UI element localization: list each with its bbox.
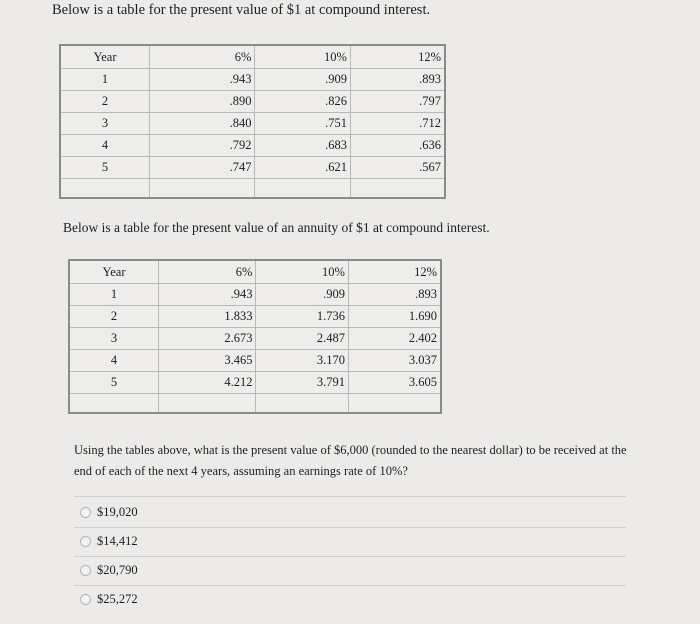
table-cell: 3.037 bbox=[348, 350, 441, 372]
table-header-row bbox=[69, 260, 441, 284]
table-row bbox=[60, 157, 445, 179]
table-cell: .621 bbox=[255, 157, 351, 179]
column-header: 10% bbox=[255, 45, 351, 69]
table-cell: .636 bbox=[350, 135, 445, 157]
table-row bbox=[69, 372, 441, 394]
table-blank-row bbox=[69, 394, 441, 414]
table-cell: 2.673 bbox=[158, 328, 255, 350]
table-cell: .826 bbox=[255, 91, 351, 113]
question-text: Using the tables above, what is the present value of $6,000 (rounded to the nearest dollar) to be received at the end of each of the next 4 years, assuming an earnings rate of 10%? bbox=[74, 443, 627, 478]
table-cell: .893 bbox=[350, 69, 445, 91]
table-row bbox=[60, 69, 445, 91]
table-cell: .893 bbox=[348, 284, 441, 306]
table-cell: 4.212 bbox=[158, 372, 255, 394]
table-cell: 3.170 bbox=[256, 350, 349, 372]
answer-option-c[interactable] bbox=[80, 563, 138, 578]
column-header: 6% bbox=[158, 260, 255, 284]
column-header: 12% bbox=[348, 260, 441, 284]
divider bbox=[74, 527, 626, 528]
table-cell: 5 bbox=[69, 372, 158, 394]
table-cell: 1.690 bbox=[348, 306, 441, 328]
table-cell: 1.833 bbox=[158, 306, 255, 328]
table-cell: 2.402 bbox=[348, 328, 441, 350]
option-label: $14,412 bbox=[97, 534, 138, 548]
answer-option-d[interactable] bbox=[80, 592, 138, 607]
radio-icon[interactable] bbox=[80, 565, 91, 576]
present-value-table bbox=[59, 44, 446, 199]
table-cell: 3.465 bbox=[158, 350, 255, 372]
table-row bbox=[60, 91, 445, 113]
table-cell: 5 bbox=[60, 157, 150, 179]
pv-table-heading: Below is a table for the present value of $1 at compound interest. bbox=[52, 2, 431, 18]
table-row bbox=[60, 135, 445, 157]
table-cell: .840 bbox=[150, 113, 255, 135]
table-cell: 3 bbox=[60, 113, 150, 135]
table-row bbox=[69, 306, 441, 328]
divider bbox=[74, 556, 626, 557]
table-cell: 2.487 bbox=[256, 328, 349, 350]
annuity-table bbox=[68, 259, 442, 414]
option-label: $25,272 bbox=[97, 592, 138, 606]
table-cell: .792 bbox=[150, 135, 255, 157]
table-cell: 3.791 bbox=[256, 372, 349, 394]
table-cell: 1.736 bbox=[256, 306, 349, 328]
column-header: 10% bbox=[256, 260, 349, 284]
divider bbox=[74, 496, 626, 497]
column-header: 12% bbox=[350, 45, 445, 69]
radio-icon[interactable] bbox=[80, 594, 91, 605]
radio-icon[interactable] bbox=[80, 536, 91, 547]
table-cell: 3 bbox=[69, 328, 158, 350]
column-header: Year bbox=[60, 45, 150, 69]
table-header-row bbox=[60, 45, 445, 69]
annuity-table-heading: Below is a table for the present value of an annuity of $1 at compound interest. bbox=[63, 220, 490, 235]
table-cell: 4 bbox=[69, 350, 158, 372]
divider bbox=[74, 585, 626, 586]
table-cell: .712 bbox=[350, 113, 445, 135]
table-row bbox=[60, 113, 445, 135]
table-blank-row bbox=[60, 179, 445, 199]
option-label: $20,790 bbox=[97, 563, 138, 577]
table-cell: .567 bbox=[350, 157, 445, 179]
table-cell: .943 bbox=[150, 69, 255, 91]
table-cell: 2 bbox=[69, 306, 158, 328]
answer-option-b[interactable] bbox=[80, 534, 138, 549]
table-cell: .890 bbox=[150, 91, 255, 113]
table-cell: 1 bbox=[60, 69, 150, 91]
table-cell: .943 bbox=[158, 284, 255, 306]
column-header: Year bbox=[69, 260, 158, 284]
answer-option-a[interactable] bbox=[80, 505, 138, 520]
column-header: 6% bbox=[150, 45, 255, 69]
table-cell: 4 bbox=[60, 135, 150, 157]
table-row bbox=[69, 328, 441, 350]
table-row bbox=[69, 284, 441, 306]
table-cell: .683 bbox=[255, 135, 351, 157]
table-cell: 2 bbox=[60, 91, 150, 113]
table-cell: .751 bbox=[255, 113, 351, 135]
table-row bbox=[69, 350, 441, 372]
table-cell: .797 bbox=[350, 91, 445, 113]
table-cell: .747 bbox=[150, 157, 255, 179]
option-label: $19,020 bbox=[97, 505, 138, 519]
radio-icon[interactable] bbox=[80, 507, 91, 518]
table-cell: .909 bbox=[255, 69, 351, 91]
table-cell: 3.605 bbox=[348, 372, 441, 394]
table-cell: 1 bbox=[69, 284, 158, 306]
table-cell: .909 bbox=[256, 284, 349, 306]
